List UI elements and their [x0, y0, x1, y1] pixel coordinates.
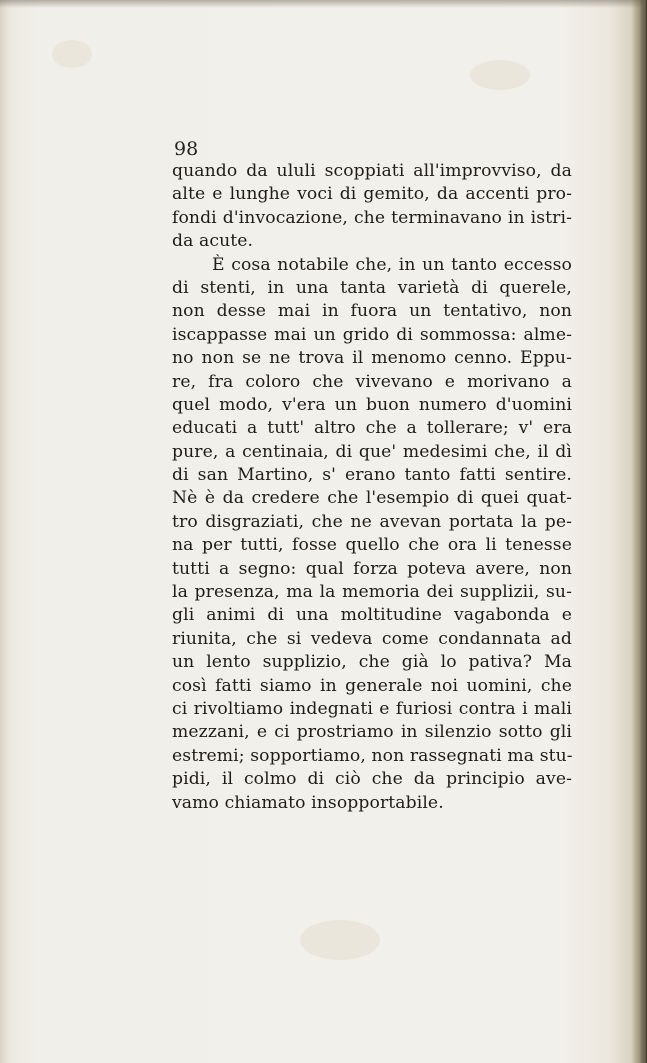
page-top-shadow: [0, 0, 647, 8]
text-line: tutti a segno: qual forza poteva avere, non: [172, 558, 572, 579]
paper-stain: [52, 40, 92, 68]
text-line: riunita, che si vedeva come condannata ad: [172, 628, 572, 649]
page-right-edge: [631, 0, 647, 1063]
text-line: di san Martino, s' erano tanto fatti sentire.: [172, 465, 572, 486]
text-line: da acute.: [172, 231, 254, 252]
text-line: fondi d'invocazione, che terminavano in istri-: [172, 207, 572, 228]
text-line: la presenza, ma la memoria dei supplizii, su-: [172, 582, 572, 603]
text-line: na per tutti, fosse quello che ora li tenesse: [172, 535, 572, 556]
text-line: pidi, il colmo di ciò che da principio ave-: [172, 769, 572, 790]
text-line: Nè è da credere che l'esempio di quei quat-: [172, 488, 572, 509]
text-line: un lento supplizio, che già lo pativa? Ma: [172, 652, 572, 673]
text-line: alte e lunghe voci di gemito, da accenti pro-: [172, 184, 572, 205]
text-line: così fatti siamo in generale noi uomini, che: [172, 675, 572, 696]
text-line: di stenti, in una tanta varietà di querele,: [172, 277, 572, 298]
text-line: mezzani, e ci prostriamo in silenzio sotto gli: [172, 722, 572, 743]
text-line: quando da ululi scoppiati all'improvviso, da: [172, 161, 572, 181]
text-line: È cosa notabile che, in un tanto eccesso: [212, 254, 572, 275]
page-number: 98: [174, 138, 199, 160]
text-line: iscappasse mai un grido di sommossa: almе-: [172, 324, 572, 345]
text-line: quel modo, v'era un buon numero d'uomini: [172, 394, 572, 415]
text-block: [172, 138, 572, 815]
paper-stain: [470, 60, 530, 90]
paragraph-lines: [172, 160, 572, 815]
text-line: gli animi di una moltitudine vagabonda e: [172, 605, 572, 626]
text-line: tro disgraziati, che ne avevan portata la pe-: [172, 511, 572, 532]
text-line: no non se ne trova il menomo cenno. Eppu-: [172, 348, 572, 369]
text-line: non desse mai in fuora un tentativo, non: [172, 301, 572, 322]
text-line: educati a tutt' altro che a tollerare; v' era: [172, 418, 572, 439]
paper-stain: [300, 920, 380, 960]
text-line: pure, a centinaia, di que' medesimi che, il dì: [172, 441, 572, 462]
text-line: ci rivoltiamo indegnati e furiosi contra i mali: [172, 698, 572, 719]
text-line: estremi; sopportiamo, non rassegnati ma stu-: [172, 745, 573, 766]
text-line: re, fra coloro che vivevano e morivano a: [172, 371, 572, 392]
text-line: vamo chiamato insopportabile.: [172, 792, 444, 813]
